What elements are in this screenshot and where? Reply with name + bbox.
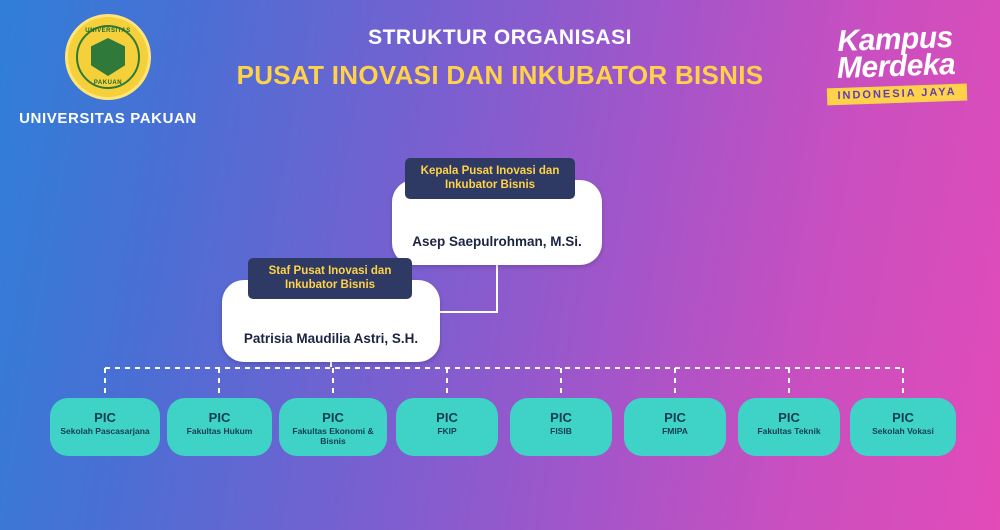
pic-title: PIC (550, 410, 572, 425)
pic-unit: FKIP (437, 426, 457, 436)
slide-header (0, 0, 1000, 140)
pic-title: PIC (778, 410, 800, 425)
pic-unit: FISIB (550, 426, 572, 436)
pic-unit: Fakultas Hukum (186, 426, 253, 436)
pic-node-fmipa[interactable] (624, 398, 726, 456)
pic-node-fakultas-hukum[interactable] (167, 398, 272, 456)
pic-unit: FMIPA (662, 426, 688, 436)
pic-node-fisib[interactable] (510, 398, 612, 456)
pic-unit: Fakultas Teknik (757, 426, 821, 436)
chart-body (0, 140, 1000, 530)
pic-title: PIC (322, 410, 344, 425)
pic-unit: Sekolah Pascasarjana (60, 426, 150, 436)
pic-title: PIC (208, 410, 231, 425)
pic-node-fkip[interactable] (396, 398, 498, 456)
pic-title: PIC (664, 410, 686, 425)
university-seal-icon (65, 14, 151, 100)
pic-node-sekolah-vokasi[interactable] (850, 398, 956, 456)
university-logo-block (18, 14, 198, 127)
kampus-merdeka-logo (805, 23, 988, 106)
kampus-merdeka-line2: Merdeka (836, 47, 956, 85)
page-title: STRUKTUR ORGANISASI (368, 26, 632, 49)
node-head-name: Asep Saepulrohman, M.Si. (412, 234, 582, 249)
pic-unit: Fakultas Ekonomi & Bisnis (292, 426, 374, 446)
pic-unit: Sekolah Vokasi (872, 426, 934, 436)
pic-title: PIC (436, 410, 458, 425)
title-block (200, 26, 800, 91)
node-staff-role: Staf Pusat Inovasi dan Inkubator Bisnis (248, 258, 412, 299)
university-name: UNIVERSITAS PAKUAN (19, 110, 197, 127)
node-staff-name: Patrisia Maudilia Astri, S.H. (243, 331, 419, 346)
node-head-role: Kepala Pusat Inovasi dan Inkubator Bisnis (405, 158, 575, 199)
pic-node-fakultas-ekonomi-bisnis[interactable] (279, 398, 387, 456)
seal-text-bottom: PAKUAN (93, 80, 123, 86)
pic-node-fakultas-teknik[interactable] (738, 398, 840, 456)
pic-node-sekolah-pascasarjana[interactable] (50, 398, 160, 456)
pic-title: PIC (892, 410, 914, 425)
kampus-merdeka-line1: Kampus (836, 21, 954, 59)
kampus-merdeka-ribbon: INDONESIA JAYA (827, 84, 967, 106)
seal-text-top: UNIVERSITAS (85, 28, 131, 34)
pic-title: PIC (94, 410, 116, 425)
page-subtitle: PUSAT INOVASI DAN INKUBATOR BISNIS (236, 60, 764, 90)
